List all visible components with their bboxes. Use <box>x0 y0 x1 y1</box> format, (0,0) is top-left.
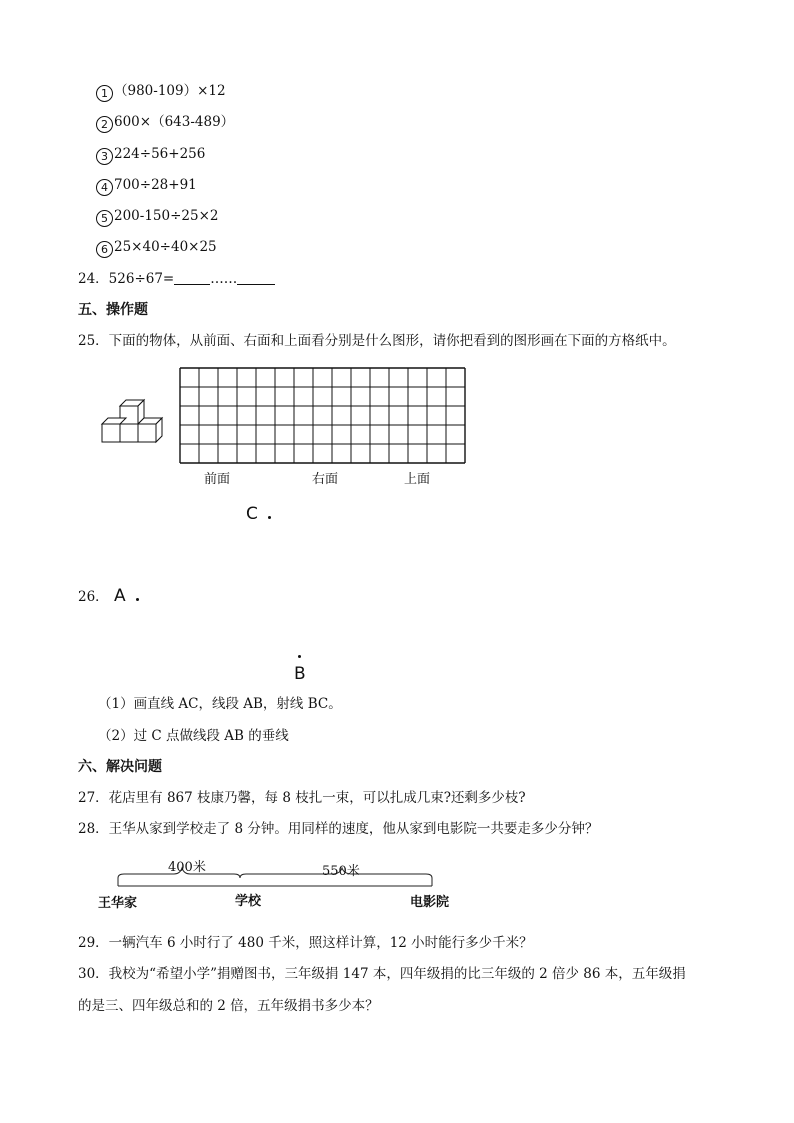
calc-item-5 <box>96 207 219 227</box>
circled-number: 4 <box>96 179 113 196</box>
calc-item-3 <box>96 145 205 165</box>
question-28: 28．王华从家到学校走了 8 分钟。用同样的速度，他从家到电影院一共要走多少分钟？ <box>78 821 599 837</box>
grid-paper[interactable] <box>179 367 467 465</box>
location-home: 王华家 <box>98 896 138 911</box>
distance-label-400: 400米 <box>168 860 206 875</box>
calc-item-6 <box>96 238 217 258</box>
circled-number: 3 <box>96 148 113 165</box>
circled-number: 5 <box>96 210 113 227</box>
calc-expression: 700÷28+91 <box>114 177 197 193</box>
circled-number: 2 <box>96 116 113 133</box>
calc-expression: 200-150÷25×2 <box>114 208 219 224</box>
point-b-label: B <box>294 664 306 684</box>
question-26-part-2: （2）过 C 点做线段 AB 的垂线 <box>98 728 289 744</box>
calc-item-1 <box>96 82 226 102</box>
grid-label-front: 前面 <box>204 472 231 487</box>
point-c-label: C <box>246 504 258 524</box>
calc-expression: （980-109）×12 <box>114 83 226 99</box>
location-cinema: 电影院 <box>410 895 450 910</box>
answer-blank-remainder[interactable] <box>237 270 275 285</box>
calc-expression: 224÷56+256 <box>114 146 206 162</box>
section-heading-6: 六、解决问题 <box>78 759 162 775</box>
calc-expression: 25×40÷40×25 <box>114 239 217 255</box>
calc-item-2 <box>96 113 234 133</box>
grid-label-right: 右面 <box>312 472 339 487</box>
calc-item-4 <box>96 176 197 196</box>
section-heading-5: 五、操作题 <box>78 302 148 318</box>
grid-label-top: 上面 <box>404 472 431 487</box>
question-24 <box>78 270 275 288</box>
question-27: 27．花店里有 867 枝康乃馨，每 8 枝扎一束，可以扎成几束?还剩多少枝? <box>78 790 526 806</box>
question-29: 29．一辆汽车 6 小时行了 480 千米，照这样计算，12 小时能行多少千米？ <box>78 935 533 951</box>
question-26-part-1: （1）画直线 AC，线段 AB，射线 BC。 <box>98 696 342 712</box>
location-school: 学校 <box>235 894 262 909</box>
point-a-dot <box>136 598 139 601</box>
q24-separator: …… <box>210 271 238 287</box>
point-b-dot <box>298 655 301 658</box>
question-25: 25．下面的物体，从前面、右面和上面看分别是什么图形，请你把看到的图形画在下面的方格纸中。 <box>78 333 676 349</box>
point-a-label: A <box>114 586 126 606</box>
distance-label-550: 550米 <box>322 864 360 879</box>
question-26-number: 26． <box>78 589 109 605</box>
point-c-dot <box>268 516 271 519</box>
question-30-line-1: 30．我校为“希望小学”捐赠图书，三年级捐 147 本，四年级捐的比三年级的 2 倍少 86 本，五年级捐 <box>78 966 686 982</box>
q24-text: 24．526÷67= <box>78 271 175 287</box>
answer-blank-quotient[interactable] <box>174 270 210 285</box>
question-30-line-2: 的是三、四年级总和的 2 倍，五年级捐书多少本？ <box>78 998 379 1014</box>
circled-number: 1 <box>96 85 113 102</box>
cube-figure <box>98 398 174 448</box>
circled-number: 6 <box>96 241 113 258</box>
calc-expression: 600×（643-489） <box>114 114 235 130</box>
